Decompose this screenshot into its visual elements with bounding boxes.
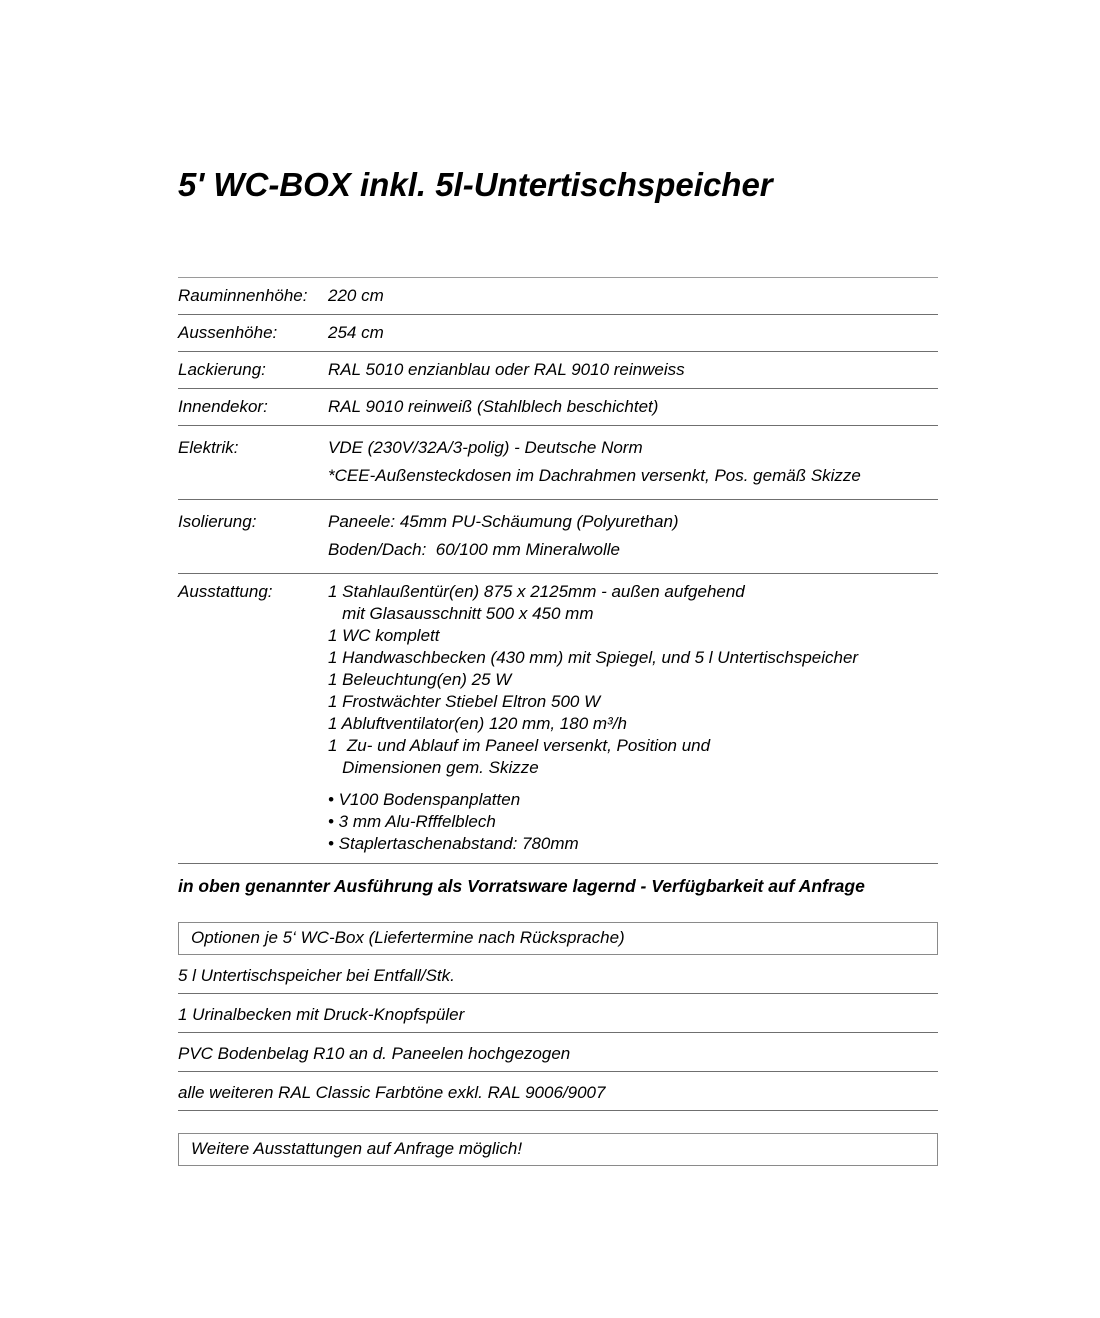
spec-line: VDE (230V/32A/3-polig) - Deutsche Norm	[328, 438, 643, 457]
option-row: PVC Bodenbelag R10 an d. Paneelen hochgezogen	[178, 1033, 938, 1072]
options-header-box	[178, 922, 938, 955]
spec-label: Isolierung:	[178, 512, 257, 531]
spec-line: Dimensionen gem. Skizze	[328, 758, 539, 777]
page-title: 5' WC-BOX inkl. 5l-Untertischspeicher	[178, 166, 773, 203]
spec-line: Boden/Dach: 60/100 mm Mineralwolle	[328, 540, 620, 559]
spec-label: Ausstattung:	[178, 582, 273, 601]
spec-line: 1 Abluftventilator(en) 120 mm, 180 m³/h	[328, 714, 627, 733]
spec-line: 1 Zu- und Ablauf im Paneel versenkt, Position und	[328, 736, 711, 755]
spec-line: 1 Beleuchtung(en) 25 W	[328, 670, 512, 689]
option-row: 5 l Untertischspeicher bei Entfall/Stk.	[178, 955, 938, 994]
spec-line: Paneele: 45mm PU-Schäumung (Polyurethan)	[328, 512, 679, 531]
bullet-line: • Staplertaschenabstand: 780mm	[328, 834, 579, 853]
bullet-line: • V100 Bodenspanplatten	[328, 790, 521, 809]
spec-row-rauminnenhoehe	[178, 278, 938, 315]
spec-row-elektrik	[178, 426, 938, 500]
spec-row-innendekor	[178, 389, 938, 426]
spec-label: Rauminnenhöhe:	[178, 286, 308, 305]
bullet-group	[328, 789, 938, 855]
spec-line: 254 cm	[328, 323, 384, 342]
spec-line: 1 Frostwächter Stiebel Eltron 500 W	[328, 692, 601, 711]
option-row: alle weiteren RAL Classic Farbtöne exkl. RAL 9006/9007	[178, 1072, 938, 1111]
spec-line: 1 Handwaschbecken (430 mm) mit Spiegel, und 5 l Untertischspeicher	[328, 648, 859, 667]
spec-value	[328, 581, 938, 855]
spec-value	[328, 322, 938, 343]
options-header-text: Optionen je 5‘ WC-Box (Liefertermine nach Rücksprache)	[191, 928, 625, 947]
spec-value	[328, 434, 938, 490]
spec-line: RAL 9010 reinweiß (Stahlblech beschichtet)	[328, 397, 659, 416]
footer-note-box	[178, 1133, 938, 1166]
bullet-line: • 3 mm Alu-Rfffelblech	[328, 812, 496, 831]
footer-note-text: Weitere Ausstattungen auf Anfrage möglich!	[191, 1139, 523, 1158]
spec-line: 1 WC komplett	[328, 626, 440, 645]
spec-label: Innendekor:	[178, 397, 268, 416]
spec-table	[178, 277, 938, 864]
spec-row-ausstattung	[178, 574, 938, 864]
spec-line: RAL 5010 enzianblau oder RAL 9010 reinweiss	[328, 360, 685, 379]
spec-line: mit Glasausschnitt 500 x 450 mm	[328, 604, 594, 623]
availability-statement: in oben genannter Ausführung als Vorratsware lagernd - Verfügbarkeit auf Anfrage	[178, 876, 865, 896]
spec-row-aussenhoehe	[178, 315, 938, 352]
spec-line: *CEE-Außensteckdosen im Dachrahmen versenkt, Pos. gemäß Skizze	[328, 466, 861, 485]
spec-label: Lackierung:	[178, 360, 266, 379]
spec-value	[328, 285, 938, 306]
spec-row-isolierung	[178, 500, 938, 574]
spec-line: 1 Stahlaußentür(en) 875 x 2125mm - außen aufgehend	[328, 582, 745, 601]
spec-row-lackierung	[178, 352, 938, 389]
document-content	[178, 163, 938, 1166]
spec-label: Elektrik:	[178, 438, 239, 457]
option-row: 1 Urinalbecken mit Druck-Knopfspüler	[178, 994, 938, 1033]
spec-label: Aussenhöhe:	[178, 323, 278, 342]
spec-line: 220 cm	[328, 286, 384, 305]
option-rows	[178, 955, 938, 1111]
spec-value	[328, 359, 938, 380]
spec-value	[328, 508, 938, 564]
spec-value	[328, 396, 938, 417]
